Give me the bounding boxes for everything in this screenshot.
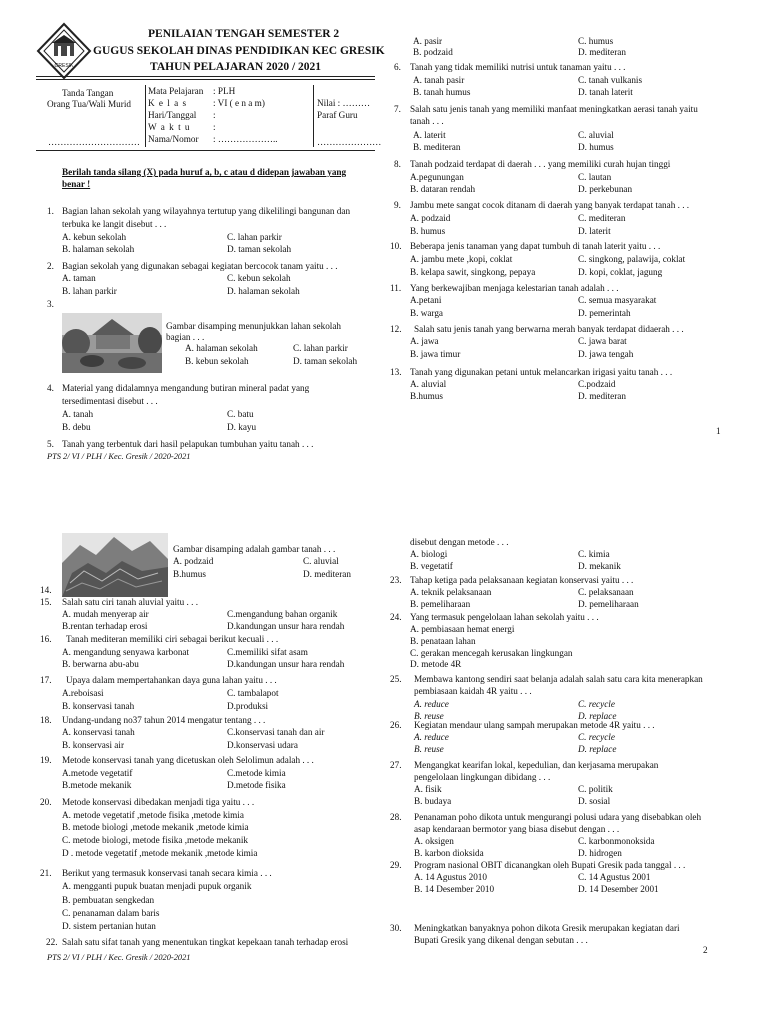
option[interactable]: C. singkong, palawija, coklat — [578, 254, 686, 264]
option[interactable]: B. kebun sekolah — [185, 356, 249, 366]
option[interactable]: D. perkebunan — [578, 184, 633, 194]
question-text: Bagian lahan sekolah yang wilayahnya tertutup yang dikelilingi bangunan dan — [62, 206, 351, 216]
option[interactable]: B. metode biologi ,metode mekanik ,metode kimia — [62, 822, 249, 832]
option[interactable]: C. penanaman dalam baris — [62, 908, 160, 918]
option[interactable]: D.metode fisika — [227, 780, 286, 790]
question-text: Penanaman poho dikota untuk mengurangi polusi udara yang disebabkan oleh — [414, 812, 702, 822]
question-text: Tanah mediteran memiliki ciri sebagai berikut kecuali . . . — [66, 634, 279, 644]
option[interactable]: C.mengandung bahan organik — [227, 609, 338, 619]
option[interactable]: C. gerakan mencegah kerusakan lingkungan — [410, 648, 573, 658]
option[interactable]: A. oksigen — [414, 836, 454, 846]
question-number: 24. — [390, 612, 402, 622]
option[interactable]: C. batu — [227, 409, 254, 419]
instruction-cont: benar ! — [62, 179, 91, 189]
option[interactable]: B. pembuatan sengkedan — [62, 895, 155, 905]
question-number: 16. — [40, 634, 52, 644]
option[interactable]: C.konservasi tanah dan air — [227, 727, 325, 737]
question-text: Yang termasuk pengelolaan lahan sekolah yaitu . . . — [410, 612, 599, 622]
school-logo — [36, 22, 92, 80]
question-text: tanah . . . — [410, 116, 444, 126]
option[interactable]: A. pembiasaan hemat energi — [410, 624, 515, 634]
option[interactable]: A. pasir — [413, 36, 443, 46]
option[interactable]: B. humus — [410, 226, 446, 236]
option[interactable]: B. vegetatif — [410, 561, 453, 571]
question-text: Gambar disamping adalah gambar tanah . . . — [173, 544, 336, 554]
question-text: Upaya dalam mempertahankan daya guna lahan yaitu . . . — [66, 675, 277, 685]
option[interactable]: A. jawa — [410, 336, 439, 346]
question-text: Tanah podzaid terdapat di daerah . . . yang memiliki curah hujan tinggi — [410, 159, 671, 169]
option[interactable]: B. budaya — [414, 796, 452, 806]
option[interactable]: A. tanah pasir — [413, 75, 465, 85]
option[interactable]: D. taman sekolah — [227, 244, 292, 254]
option[interactable]: C. aluvial — [303, 556, 339, 566]
school-group: GUGUS SEKOLAH DINAS PENDIDIKAN KEC GRESIK — [93, 45, 385, 57]
question-number: 9. — [394, 200, 401, 210]
option[interactable]: A.pegunungan — [410, 172, 464, 182]
option[interactable]: C. humus — [578, 36, 614, 46]
option[interactable]: D. metode 4R — [410, 659, 462, 669]
sign-label-2: Orang Tua/Wali Murid — [47, 99, 131, 109]
option[interactable]: C. aluvial — [578, 130, 614, 140]
option[interactable]: B. konservasi air — [62, 740, 125, 750]
option[interactable]: A. reduce — [414, 699, 449, 709]
option[interactable]: D. humus — [578, 142, 614, 152]
option[interactable]: C.memiliki sifat asam — [227, 647, 308, 657]
option[interactable]: B. konservasi tanah — [62, 701, 135, 711]
option[interactable]: A. mengandung senyawa karbonat — [62, 647, 190, 657]
option[interactable]: C.metode kimia — [227, 768, 286, 778]
option[interactable]: A. podzaid — [410, 213, 451, 223]
option[interactable]: A.petani — [410, 295, 442, 305]
option[interactable]: D. mediteran — [303, 569, 351, 579]
question-text: Beberapa jenis tanaman yang dapat tumbuh di tanah laterit yaitu . . . — [410, 241, 661, 251]
option[interactable]: C. politik — [578, 784, 613, 794]
question-text: Tahap ketiga pada pelaksanaan kegiatan konservasi yaitu . . . — [410, 575, 634, 585]
teacher-sign-dots: ………………… — [317, 137, 382, 147]
option[interactable]: B. dataran rendah — [410, 184, 476, 194]
option[interactable]: B. mediteran — [413, 142, 461, 152]
option[interactable]: A. mudah menyerap air — [62, 609, 149, 619]
question-number: 17. — [40, 675, 52, 685]
option[interactable]: D. mediteran — [578, 391, 626, 401]
question-number: 10. — [390, 241, 402, 251]
question-text: Salah satu jenis tanah yang berwarna merah banyak terdapat didaerah . . . — [414, 324, 684, 334]
question-text: Meningkatkan banyaknya pohon dikota Gresik merupakan kegiatan dari — [414, 923, 680, 933]
option[interactable]: D. sosial — [578, 796, 611, 806]
question-text: pembiasaan kaidah 4R yaitu . . . — [414, 686, 532, 696]
option[interactable]: C.podzaid — [578, 379, 616, 389]
option[interactable]: C. kimia — [578, 549, 610, 559]
option[interactable]: B. warga — [410, 308, 443, 318]
option[interactable]: B. pemeliharaan — [410, 599, 471, 609]
option[interactable]: A. jambu mete ,kopi, coklat — [410, 254, 513, 264]
option[interactable]: B.rentan terhadap erosi — [62, 621, 148, 631]
option[interactable]: D. replace — [578, 744, 617, 754]
field-label: Hari/Tanggal — [148, 110, 197, 120]
question-text: Bagian sekolah yang digunakan sebagai kegiatan bercocok tanam yaitu . . . — [62, 261, 338, 271]
option[interactable]: B. 14 Desember 2010 — [414, 884, 495, 894]
option[interactable]: C. semua masyarakat — [578, 295, 657, 305]
option[interactable]: B. reuse — [414, 744, 444, 754]
option[interactable]: D. kayu — [227, 422, 257, 432]
question-number: 25. — [390, 674, 402, 684]
option[interactable]: D. tanah laterit — [578, 87, 633, 97]
option[interactable]: A. aluvial — [410, 379, 447, 389]
svg-text:GRESIK: GRESIK — [54, 63, 74, 69]
option[interactable]: D. mediteran — [578, 47, 626, 57]
option[interactable]: D. mekanik — [578, 561, 621, 571]
option[interactable]: D. sistem pertanian hutan — [62, 921, 156, 931]
question-text: bagian . . . — [166, 332, 205, 342]
question-text: Salah satu jenis tanah yang memiliki manfaat meningkatkan aerasi tanah yaitu — [410, 104, 698, 114]
option[interactable]: B. lahan parkir — [62, 286, 117, 296]
option[interactable]: D. pemeliharaan — [578, 599, 639, 609]
question-number: 1. — [47, 206, 54, 216]
option[interactable]: A.reboisasi — [62, 688, 104, 698]
question-number: 18. — [40, 715, 52, 725]
option[interactable]: C. lautan — [578, 172, 612, 182]
field-value: : PLH — [213, 86, 236, 96]
option[interactable]: D.konservasi udara — [227, 740, 298, 750]
question-text: Metode konservasi dibedakan menjadi tiga yaitu . . . — [62, 797, 255, 807]
question-number: 11. — [390, 283, 402, 293]
option[interactable]: D. replace — [578, 711, 617, 721]
question-number: 7. — [394, 104, 401, 114]
option[interactable]: A. kebun sekolah — [62, 232, 127, 242]
option[interactable]: C. tambalapot — [227, 688, 279, 698]
question-text: terbuka ke langit disebut . . . — [62, 219, 167, 229]
footer: PTS 2/ VI / PLH / Kec. Gresik / 2020-2021 — [47, 953, 191, 962]
option[interactable]: B. tanah humus — [413, 87, 471, 97]
question-text: Tanah yang digunakan petani untuk melancarkan irigasi yaitu tanah . . . — [410, 367, 673, 377]
option[interactable]: D.kandungan unsur hara rendah — [227, 659, 345, 669]
option[interactable]: A. metode vegetatif ,metode fisika ,metode kimia — [62, 810, 244, 820]
option[interactable]: A. taman — [62, 273, 96, 283]
option[interactable]: C. lahan parkir — [227, 232, 282, 242]
sign-label: Tanda Tangan — [62, 88, 114, 98]
option[interactable]: C. 14 Agustus 2001 — [578, 872, 651, 882]
option[interactable]: B.metode mekanik — [62, 780, 132, 790]
page-number: 1 — [716, 426, 721, 436]
option[interactable]: A. laterit — [413, 130, 446, 140]
option[interactable]: A. reduce — [414, 732, 449, 742]
option[interactable]: D. laterit — [578, 226, 611, 236]
rock-soil-photo — [62, 533, 168, 597]
option[interactable]: B. podzaid — [413, 47, 453, 57]
option[interactable]: A. konservasi tanah — [62, 727, 135, 737]
field-value: : ……………….. — [213, 134, 278, 144]
option[interactable]: C. jawa barat — [578, 336, 627, 346]
option[interactable]: A. teknik pelaksanaan — [410, 587, 492, 597]
option[interactable]: A. tanah — [62, 409, 94, 419]
option[interactable]: C. recycle — [578, 699, 615, 709]
question-text: disebut dengan metode . . . — [410, 537, 509, 547]
option[interactable]: D.kandungan unsur hara rendah — [227, 621, 345, 631]
teacher-sign-label: Paraf Guru — [317, 110, 358, 120]
question-number: 13. — [390, 367, 402, 377]
question-number: 20. — [40, 797, 52, 807]
question-text: Undang-undang no37 tahun 2014 mengatur tentang . . . — [62, 715, 266, 725]
option[interactable]: A.metode vegetatif — [62, 768, 133, 778]
question-text: Tanah yang tidak memiliki nutrisi untuk tanaman yaitu . . . — [410, 62, 626, 72]
question-number: 2. — [47, 261, 54, 271]
option[interactable]: D. halaman sekolah — [227, 286, 300, 296]
question-number: 19. — [40, 755, 52, 765]
field-label: Mata Pelajaran — [148, 86, 204, 96]
option[interactable]: C. metode biologi, metode fisika ,metode mekanik — [62, 835, 249, 845]
option[interactable]: A. mengganti pupuk buatan menjadi pupuk organik — [62, 881, 252, 891]
field-value: : — [213, 110, 216, 120]
question-number: 28. — [390, 812, 402, 822]
question-text: Metode konservasi tanah yang dicetuskan oleh Selolimun adalah . . . — [62, 755, 314, 765]
option[interactable]: B. berwarna abu-abu — [62, 659, 139, 669]
question-text: Yang berkewajiban menjaga kelestarian tanah adalah . . . — [410, 283, 619, 293]
option[interactable]: B. debu — [62, 422, 91, 432]
field-value: : — [213, 122, 216, 132]
option[interactable]: B.humus — [173, 569, 206, 579]
question-number: 26. — [390, 720, 402, 730]
option[interactable]: B. karbon dioksida — [414, 848, 484, 858]
question-text: Berikut yang termasuk konservasi tanah secara kimia . . . — [62, 868, 272, 878]
option[interactable]: C. karbonmonoksida — [578, 836, 655, 846]
question-text: asap kendaraan bermotor yang biasa disebut dengan . . . — [414, 824, 620, 834]
question-number: 14. — [40, 585, 52, 595]
instruction: Berilah tanda silang (X) pada huruf a, b, c atau d didepan jawaban yang — [62, 167, 347, 177]
question-text: Mengangkat kearifan lokal, kepedulian, dan kerjasama merupakan — [414, 760, 659, 770]
question-number: 30. — [390, 923, 402, 933]
field-label: W a k t u — [148, 122, 191, 132]
question-number: 22. — [46, 937, 58, 947]
option[interactable]: B.humus — [410, 391, 443, 401]
exam-title: PENILAIAN TENGAH SEMESTER 2 — [148, 28, 340, 40]
question-number: 23. — [390, 575, 402, 585]
option[interactable]: D. hidrogen — [578, 848, 622, 858]
option[interactable]: D . metode vegetatif ,metode mekanik ,metode kimia — [62, 848, 258, 858]
question-text: Material yang didalamnya mengandung butiran mineral padat yang — [62, 383, 310, 393]
option[interactable]: D. kopi, coklat, jagung — [578, 267, 663, 277]
option[interactable]: B. halaman sekolah — [62, 244, 135, 254]
question-text: Jambu mete sangat cocok ditanam di daerah yang banyak terdapat tanah . . . — [410, 200, 690, 210]
option[interactable]: A. fisik — [414, 784, 442, 794]
question-text: tersedimentasi disebut . . . — [62, 396, 158, 406]
page-number: 2 — [703, 945, 708, 955]
option[interactable]: D. taman sekolah — [293, 356, 358, 366]
question-text: Bupati Gresik yang dikenal dengan sebutan . . . — [414, 935, 588, 945]
field-label: K e l a s — [148, 98, 188, 108]
option[interactable]: D.produksi — [227, 701, 269, 711]
option[interactable]: A. 14 Agustus 2010 — [414, 872, 487, 882]
option[interactable]: A. podzaid — [173, 556, 214, 566]
question-number: 12. — [390, 324, 402, 334]
option[interactable]: A. biologi — [410, 549, 448, 559]
option[interactable]: C. lahan parkir — [293, 343, 348, 353]
option[interactable]: A. halaman sekolah — [185, 343, 258, 353]
option[interactable]: B. penataan lahan — [410, 636, 476, 646]
field-label: Nama/Nomor — [148, 134, 199, 144]
option[interactable]: C. kebun sekolah — [227, 273, 291, 283]
option[interactable]: C. tanah vulkanis — [578, 75, 643, 85]
option[interactable]: C. recycle — [578, 732, 615, 742]
question-text: Tanah yang terbentuk dari hasil pelapukan tumbuhan yaitu tanah . . . — [62, 439, 314, 449]
question-text: Kegiatan mendaur ulang sampah merupakan metode 4R yaitu . . . — [414, 720, 655, 730]
option[interactable]: B. kelapa sawit, singkong, pepaya — [410, 267, 536, 277]
question-number: 5. — [47, 439, 54, 449]
score-label: Nilai : ……… — [317, 98, 371, 108]
option[interactable]: D. pemerintah — [578, 308, 631, 318]
sign-dots: ………………………… — [48, 137, 140, 147]
question-text: Salah satu sifat tanah yang menentukan tingkat kepekaan tanah terhadap erosi — [62, 937, 349, 947]
question-number: 15. — [40, 597, 52, 607]
question-text: Salah satu ciri tanah aluvial yaitu . . . — [62, 597, 198, 607]
option[interactable]: B. jawa timur — [410, 349, 461, 359]
question-text: Membawa kantong sendiri saat belanja adalah salah satu cara kita menerapkan — [414, 674, 703, 684]
question-number: 29. — [390, 860, 402, 870]
field-value: : VI ( e n a m) — [213, 98, 265, 108]
option[interactable]: D. 14 Desember 2001 — [578, 884, 659, 894]
option[interactable]: B. reuse — [414, 711, 444, 721]
option[interactable]: C. pelaksanaan — [578, 587, 634, 597]
question-number: 27. — [390, 760, 402, 770]
question-number: 8. — [394, 159, 401, 169]
question-text: Program nasional OBIT dicanangkan oleh Bupati Gresik pada tanggal . . . — [414, 860, 686, 870]
question-number: 3. — [47, 299, 54, 309]
question-text: Gambar disamping menunjukkan lahan sekolah — [166, 321, 342, 331]
school-garden-photo — [62, 313, 162, 373]
question-number: 4. — [47, 383, 54, 393]
footer: PTS 2/ VI / PLH / Kec. Gresik / 2020-2021 — [47, 452, 191, 461]
question-number: 21. — [40, 868, 52, 878]
option[interactable]: C. mediteran — [578, 213, 626, 223]
question-number: 6. — [394, 62, 401, 72]
school-year: TAHUN PELAJARAN 2020 / 2021 — [150, 61, 322, 73]
question-text: pengelolaan lingkungan dibidang . . . — [414, 772, 551, 782]
option[interactable]: D. jawa tengah — [578, 349, 634, 359]
